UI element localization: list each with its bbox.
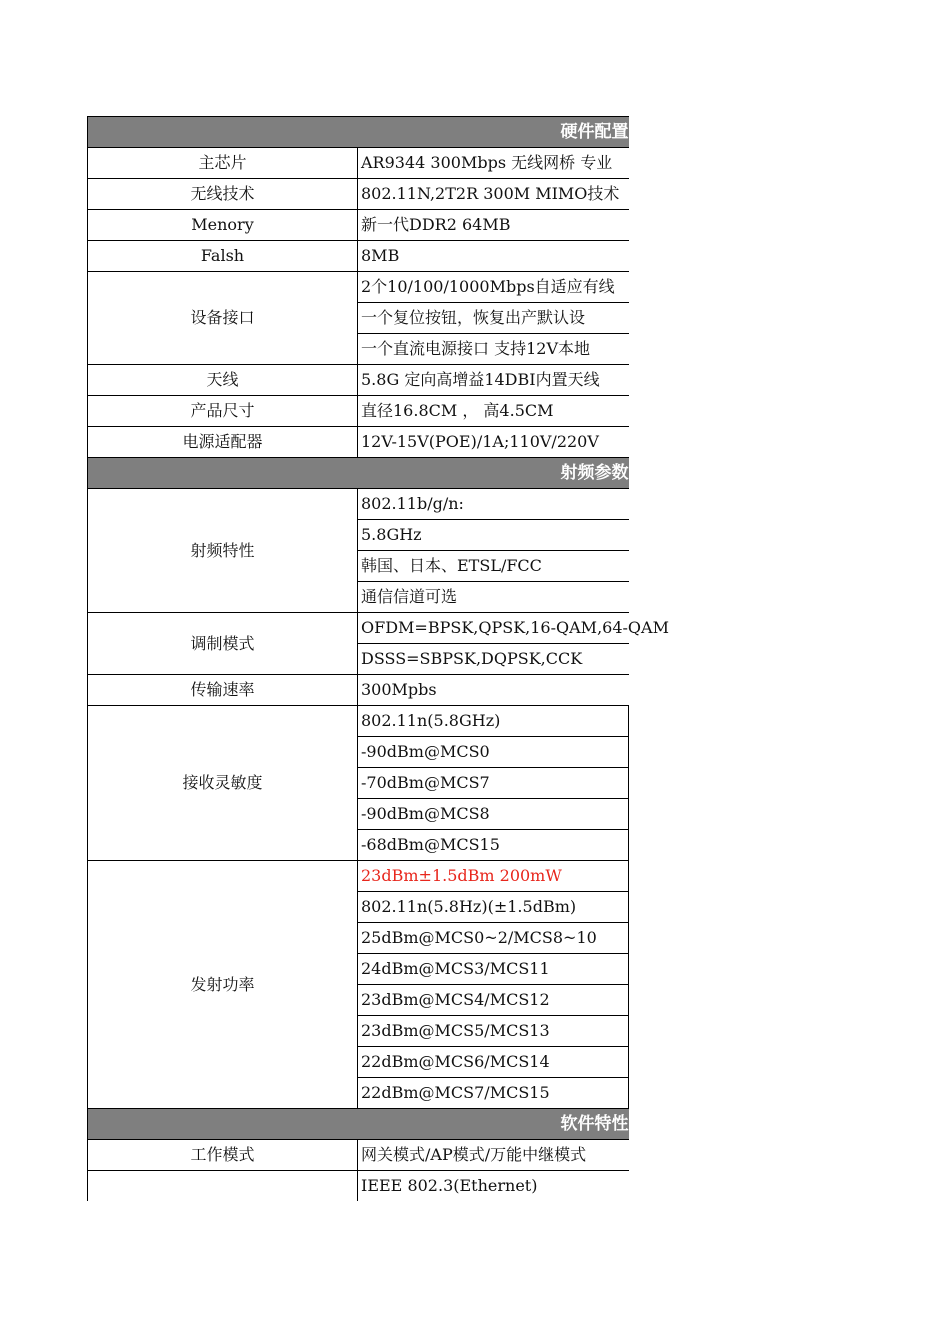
row-value: 直径16.8CM ， 高4.5CM xyxy=(358,396,629,427)
row-label: 主芯片 xyxy=(88,148,358,179)
row-label: Falsh xyxy=(88,241,358,272)
table-row xyxy=(88,148,629,179)
table-row xyxy=(88,396,629,427)
section-header-hardware xyxy=(88,117,629,148)
row-value: 12V-15V(POE)/1A;110V/220V xyxy=(358,427,629,458)
row-label: 接收灵敏度 xyxy=(88,706,358,861)
row-value: 24dBm@MCS3/MCS11 xyxy=(358,954,629,985)
row-label: 射频特性 xyxy=(88,489,358,613)
row-value: -68dBm@MCS15 xyxy=(358,830,629,861)
row-label: 工作模式 xyxy=(88,1140,358,1171)
row-value: 25dBm@MCS0~2/MCS8~10 xyxy=(358,923,629,954)
row-value: AR9344 300Mbps 无线网桥 专业 xyxy=(358,148,629,179)
row-value: -90dBm@MCS0 xyxy=(358,737,629,768)
row-value: 300Mpbs xyxy=(358,675,629,706)
table-row xyxy=(88,427,629,458)
table-row xyxy=(88,272,629,303)
row-value: 一个复位按钮，恢复出产默认设 xyxy=(358,303,629,334)
row-label: 天线 xyxy=(88,365,358,396)
row-value: 22dBm@MCS7/MCS15 xyxy=(358,1078,629,1109)
table-row xyxy=(88,675,629,706)
table-row xyxy=(88,210,629,241)
row-value: 802.11b/g/n: xyxy=(358,489,629,520)
section-header-software xyxy=(88,1109,629,1140)
row-value: 5.8G 定向高增益14DBI内置天线 xyxy=(358,365,629,396)
row-value: 网关模式/AP模式/万能中继模式 xyxy=(358,1140,629,1171)
row-value: 一个直流电源接口 支持12V本地 xyxy=(358,334,629,365)
row-value: IEEE 802.3(Ethernet) xyxy=(358,1171,629,1202)
section-title: 射频参数 xyxy=(88,458,629,489)
row-value: 8MB xyxy=(358,241,629,272)
row-value: 23dBm@MCS4/MCS12 xyxy=(358,985,629,1016)
row-label: 传输速率 xyxy=(88,675,358,706)
row-value: 韩国、日本、ETSL/FCC xyxy=(358,551,629,582)
table-row xyxy=(88,861,629,892)
row-value: DSSS=SBPSK,DQPSK,CCK xyxy=(358,644,629,675)
row-value: 23dBm@MCS5/MCS13 xyxy=(358,1016,629,1047)
table-row xyxy=(88,1171,629,1202)
row-label: 电源适配器 xyxy=(88,427,358,458)
row-value: OFDM=BPSK,QPSK,16-QAM,64-QAM xyxy=(358,613,629,644)
table-row xyxy=(88,706,629,737)
row-value-highlight: 23dBm±1.5dBm 200mW xyxy=(358,861,629,892)
row-value: 5.8GHz xyxy=(358,520,629,551)
row-label xyxy=(88,1171,358,1202)
spec-sheet xyxy=(87,116,669,1201)
row-value: 802.11N,2T2R 300M MIMO技术 xyxy=(358,179,629,210)
table-row xyxy=(88,489,629,520)
table-row xyxy=(88,241,629,272)
row-value: -90dBm@MCS8 xyxy=(358,799,629,830)
row-value: 新一代DDR2 64MB xyxy=(358,210,629,241)
section-title: 硬件配置 xyxy=(88,117,629,148)
spec-table xyxy=(87,116,669,1201)
row-label: 无线技术 xyxy=(88,179,358,210)
row-value: 2个10/100/1000Mbps自适应有线 xyxy=(358,272,629,303)
table-row xyxy=(88,179,629,210)
section-header-rf xyxy=(88,458,629,489)
row-value: 通信信道可选 xyxy=(358,582,629,613)
section-title: 软件特性 xyxy=(88,1109,629,1140)
row-value: 802.11n(5.8Hz)(±1.5dBm) xyxy=(358,892,629,923)
table-row xyxy=(88,365,629,396)
row-label: 设备接口 xyxy=(88,272,358,365)
row-value: 22dBm@MCS6/MCS14 xyxy=(358,1047,629,1078)
row-value: -70dBm@MCS7 xyxy=(358,768,629,799)
row-label: 发射功率 xyxy=(88,861,358,1109)
row-label: Menory xyxy=(88,210,358,241)
table-row xyxy=(88,1140,629,1171)
table-row xyxy=(88,613,629,644)
row-value: 802.11n(5.8GHz) xyxy=(358,706,629,737)
row-label: 产品尺寸 xyxy=(88,396,358,427)
row-label: 调制模式 xyxy=(88,613,358,675)
